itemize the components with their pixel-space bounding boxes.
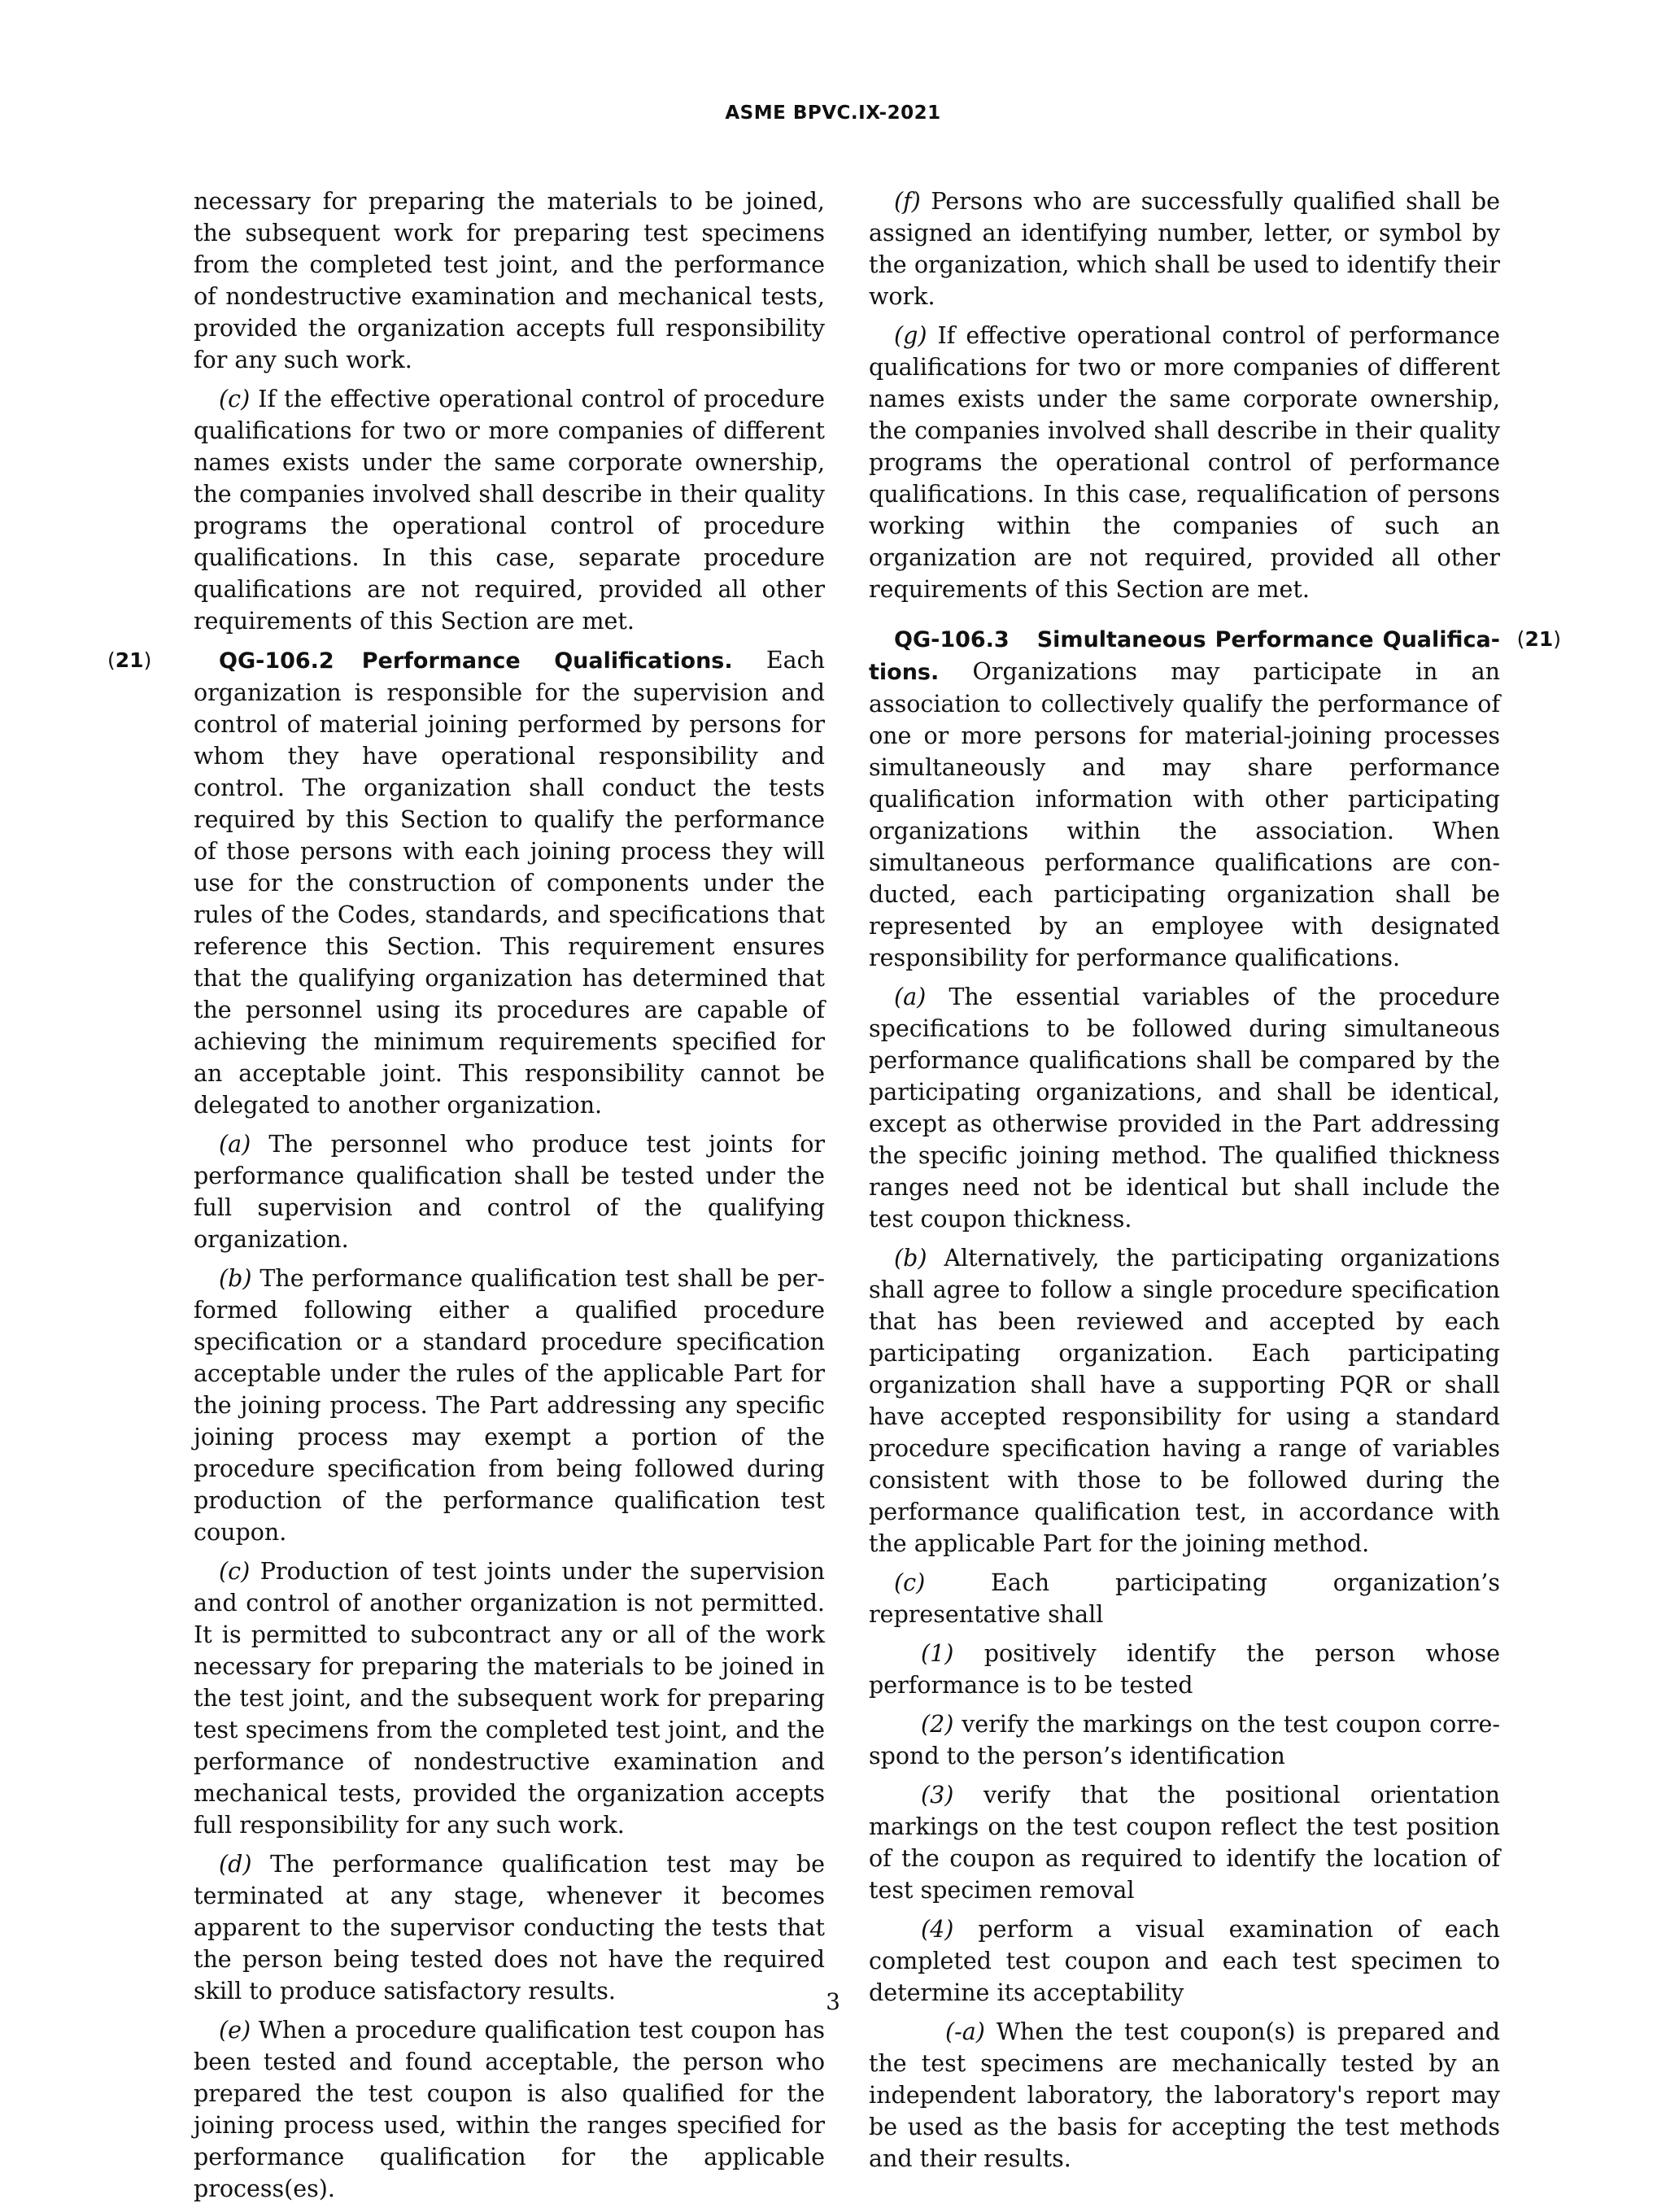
- paragraph-a: [194, 1128, 825, 1255]
- item-label: (d): [219, 1851, 252, 1878]
- item-label: (c): [894, 1569, 926, 1596]
- paragraph-text: The personnel who produce test joints for performance qualification shall be tested under the full supervision and control of the qualifying organization.: [194, 1131, 825, 1253]
- item-label: (1): [921, 1640, 954, 1667]
- paragraph-text: If the effective operational control of procedure qualifications for two or more companies of different names exists under the same corporate ownership, the companies involved shall describe in their quality programs the operational control of procedure qualifications. In this case, separate procedure qualifications are not required, provided all other requirements of this Section are met.: [194, 386, 825, 635]
- paragraph-text: perform a visual examination of each completed test coupon and each test specimen to determine its acceptability: [869, 1916, 1500, 2006]
- paragraph-f: [869, 185, 1500, 312]
- paragraph-b: [869, 1242, 1500, 1560]
- page-number: 3: [826, 1988, 840, 2015]
- section-number: QG-106.2: [219, 648, 334, 674]
- item-label: (b): [219, 1265, 252, 1292]
- paragraph-text: The performance qualification test may be terminated at any stage, whenever it becomes apparent to the supervisor conducting the tests that the person being tested does not have the required skill to produce satisfactory results.: [194, 1851, 825, 2005]
- paragraph-text: Production of test joints under the supervision and control of another organization is not permitted. It is permitted to subcontract any or all of the work necessary for preparing the materials to be joined in the test joint, and the subsequent work for preparing test specimens from the completed test joint, and the performance of nondestructive examination and mechanical tests, provided the organization accepts full responsibility for any such work.: [194, 1558, 825, 1839]
- item-label: (2): [921, 1711, 954, 1738]
- paragraph-text: If effective operational control of performance qualifications for two or more companies of different names exists under the same corporate ownership, the companies involved shall describe in their quality programs the operational control of performance qualifications. In this case, requalification of persons working within the companies of such an organization are not required, provided all other requirements of this Section are met.: [869, 322, 1500, 603]
- item-label: (a): [219, 1131, 251, 1158]
- section-text: Organizations may participate in an association to collectively qualify the performance of one or more persons for material-joining processes simultaneously and may share performance qualification information with other participating organizations within the association. When simultaneous performance qualifications are conducted, each participating organization shall be represented by an employee with designated responsibility for performance qualifications.: [869, 658, 1500, 971]
- section-qg-106-3: [869, 623, 1561, 974]
- subparagraph-1: [869, 1638, 1500, 1701]
- section-text: Each organization is responsible for the supervision and control of material joining performed by persons for whom they have operational responsibility and control. The organization shall conduct the tests required by this Section to qualify the performance of those persons with each joining process they will use for the construction of components under the rules of the Codes, standards, and specifications that reference this Section. This requirement ensures that the qualifying organization has determined that the personnel using its procedures are capable of achieving the minimum requirements specified for an acceptable joint. This responsibility cannot be delegated to another organization.: [194, 647, 825, 1119]
- revision-marker: (21): [107, 648, 152, 672]
- section-number: QG-106.3: [894, 627, 1010, 652]
- section-qg-106-2: [107, 644, 825, 1121]
- paragraph-text: The essential variables of the procedure specifications to be followed during simultaneous performance qualifications shall be compared by the participating organizations, and shall be identical, except as otherwise provided in the Part addressing the specific joining method. The qualified thickness ranges need not be identical but shall include the test coupon thickness.: [869, 984, 1500, 1233]
- paragraph-d: [194, 1848, 825, 2007]
- paragraph-e: [194, 2014, 825, 2205]
- paragraph-text: The performance qualification test shall be performed following either a qualified procedure specification or a standard procedure specification acceptable under the rules of the applicable Part for the joining process. The Part addressing any specific joining process may exempt a portion of the procedure specification from being followed during production of the performance qualification test coupon.: [194, 1265, 825, 1546]
- paragraph-c: [869, 1567, 1500, 1630]
- item-label: (c): [219, 1558, 251, 1585]
- paragraph-c: [194, 383, 825, 637]
- subparagraph-2: [869, 1708, 1500, 1772]
- item-label: (b): [894, 1245, 927, 1272]
- revision-marker: (21): [1516, 627, 1561, 651]
- subparagraph-3: [869, 1779, 1500, 1906]
- item-label: (g): [894, 322, 927, 349]
- paragraph-g: [869, 320, 1500, 605]
- paragraph-text: Alternatively, the participating organizations shall agree to follow a single procedure specification that has been reviewed and accepted by each participating organization. Each participating organization shall have a supporting PQR or shall have accepted responsibility for using a standard procedure specification having a range of variables consistent with those to be followed during the performance qualification test, in accordance with the applicable Part for the joining method.: [869, 1245, 1500, 1557]
- paragraph-a: [869, 981, 1500, 1235]
- item-label: (3): [921, 1782, 954, 1808]
- paragraph-text: Persons who are successfully qualified shall be assigned an identifying number, letter, or symbol by the organization, which shall be used to identify their work.: [869, 188, 1500, 310]
- item-label: (c): [219, 386, 251, 412]
- section-title: Simultaneous Performance Qualifications.: [869, 627, 1500, 685]
- paragraph-text: Each participating organization’s representative shall: [869, 1569, 1500, 1628]
- item-label: (4): [921, 1916, 954, 1943]
- paragraph-b: [194, 1263, 825, 1548]
- item-label: (-a): [945, 2018, 985, 2045]
- left-column: [107, 185, 825, 2212]
- paragraph-text: When a procedure qualification test coupon has been tested and found acceptable, the person who prepared the test coupon is also qualified for the joining process used, within the ranges specified for performance qualification for the applicable process(es).: [194, 2017, 825, 2202]
- paragraph-continuation: necessary for preparing the materials to be joined, the subsequent work for preparing test specimens from the completed test joint, and the performance of nondestructive examination and mechanical tests, provided the organization accepts full responsibility for any such work.: [194, 188, 825, 373]
- right-column: [869, 185, 1561, 2182]
- item-label: (f): [894, 188, 921, 215]
- paragraph-c2: [194, 1555, 825, 1841]
- item-label: (e): [219, 2017, 251, 2044]
- paragraph-text: verify that the positional orientation markings on the test coupon reflect the test position of the coupon as required to identify the location of test specimen removal: [869, 1782, 1500, 1904]
- item-label: (a): [894, 984, 927, 1010]
- running-header: ASME BPVC.IX-2021: [725, 103, 941, 124]
- paragraph-text: When the test coupon(s) is prepared and the test specimens are mechanically tested by an independent laboratory, the laboratory's report may be used as the basis for accepting the test methods and their results.: [869, 2018, 1500, 2172]
- paragraph-text: positively identify the person whose performance is to be tested: [869, 1640, 1500, 1699]
- section-title: Performance Qualifications.: [361, 648, 733, 674]
- subparagraph-4-a: [869, 2016, 1500, 2175]
- paragraph-text: verify the markings on the test coupon correspond to the person’s identification: [869, 1711, 1500, 1769]
